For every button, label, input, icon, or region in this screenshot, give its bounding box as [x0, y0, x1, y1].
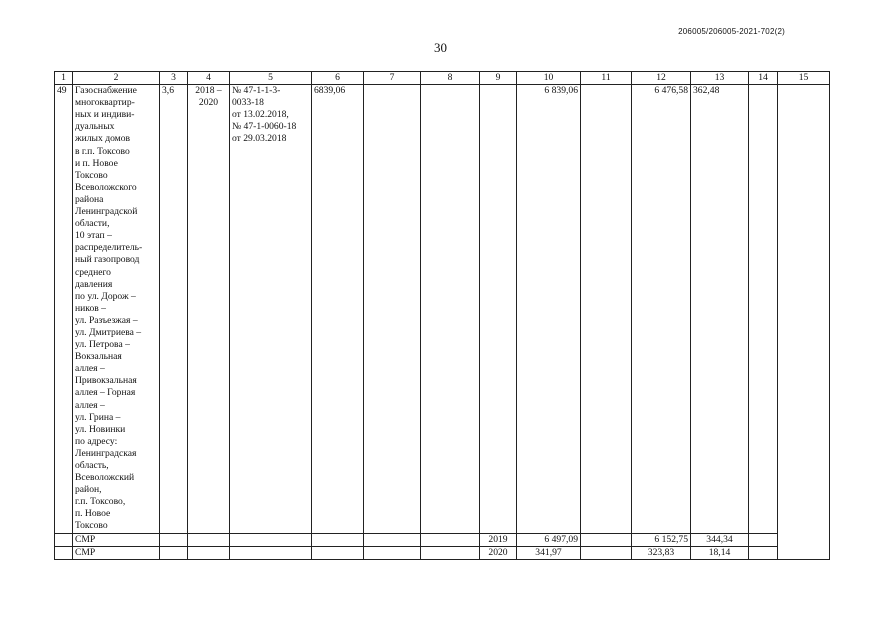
length-km: 3,6: [160, 85, 188, 533]
cell-col1: [55, 546, 73, 559]
cell-col8: [421, 533, 480, 546]
column-header: 1: [55, 72, 73, 85]
cell-col4: [188, 546, 230, 559]
sub-row-col13: 344,34: [691, 533, 749, 546]
cell-col11: [581, 533, 632, 546]
sub-row-label: СМР: [73, 533, 160, 546]
cell-col14: [749, 533, 778, 546]
sub-row-total: 341,97: [517, 546, 581, 559]
column-header: 12: [632, 72, 691, 85]
sub-row-col12: 6 152,75: [632, 533, 691, 546]
column-header: 4: [188, 72, 230, 85]
cell-col6: [312, 533, 364, 546]
cell-col14: [749, 85, 778, 533]
table-row: [55, 533, 830, 546]
cell-col11: [581, 85, 632, 533]
cell-col9: [480, 85, 517, 533]
cell-col3: [160, 546, 188, 559]
column-header: 5: [230, 72, 312, 85]
column-header: 15: [778, 72, 830, 85]
column-header: 8: [421, 72, 480, 85]
column-header: 11: [581, 72, 632, 85]
cell-col14: [749, 546, 778, 559]
sub-row-label: СМР: [73, 546, 160, 559]
object-description: Газоснабжение многоквартир- ных и индиви- дуальных жилых домов в г.п. Токсово и п. Новое Токсово Всеволожского района Ленинградской области, 10 этап – распределитель- ный газопровод среднего давления по ул. Дорож – ников – ул. Разъезжая – ул. Дмитриева – ул. Петрова – Вокзальная аллея – Привокзальная аллея – Горная аллея – ул. Грина – ул. Новинки по адресу: Ленинградская область, Всеволожский район, г.п. Токсово, п. Новое Токсово: [73, 85, 160, 533]
cell-col8: [421, 546, 480, 559]
sub-row-total: 6 497,09: [517, 533, 581, 546]
header-row: [55, 72, 830, 85]
row-number: 49: [55, 85, 73, 533]
sub-row-col12: 323,83: [632, 546, 691, 559]
cell-col11: [581, 546, 632, 559]
column-header: 6: [312, 72, 364, 85]
page-number: 30: [434, 40, 447, 55]
column-header: 13: [691, 72, 749, 85]
cell-col6: [312, 546, 364, 559]
table-row: [55, 85, 830, 533]
column-header: 7: [364, 72, 421, 85]
column-header: 2: [73, 72, 160, 85]
cell-col7: [364, 533, 421, 546]
value-col12: 6 476,58: [632, 85, 691, 533]
period: 2018 – 2020: [188, 85, 230, 533]
cell-col8: [421, 85, 480, 533]
cell-col7: [364, 85, 421, 533]
cell-col4: [188, 533, 230, 546]
column-header: 10: [517, 72, 581, 85]
cell-col3: [160, 533, 188, 546]
sub-row-year: 2020: [480, 546, 517, 559]
cell-col7: [364, 546, 421, 559]
total-value: 6 839,06: [517, 85, 581, 533]
sub-row-year: 2019: [480, 533, 517, 546]
sub-row-col13: 18,14: [691, 546, 749, 559]
cell-col5: [230, 533, 312, 546]
data-table: [54, 71, 830, 560]
column-header: 14: [749, 72, 778, 85]
document-id: 206005/206005-2021-702(2): [678, 27, 785, 36]
column-header: 9: [480, 72, 517, 85]
cell-col5: [230, 546, 312, 559]
cell-col1: [55, 533, 73, 546]
expertise-reference: № 47-1-1-3- 0033-18 от 13.02.2018, № 47-1-0060-18 от 29.03.2018: [230, 85, 312, 533]
cell-col15: [778, 85, 830, 560]
table-row: [55, 546, 830, 559]
value-col13: 362,48: [691, 85, 749, 533]
column-header: 3: [160, 72, 188, 85]
estimated-cost: 6839,06: [312, 85, 364, 533]
